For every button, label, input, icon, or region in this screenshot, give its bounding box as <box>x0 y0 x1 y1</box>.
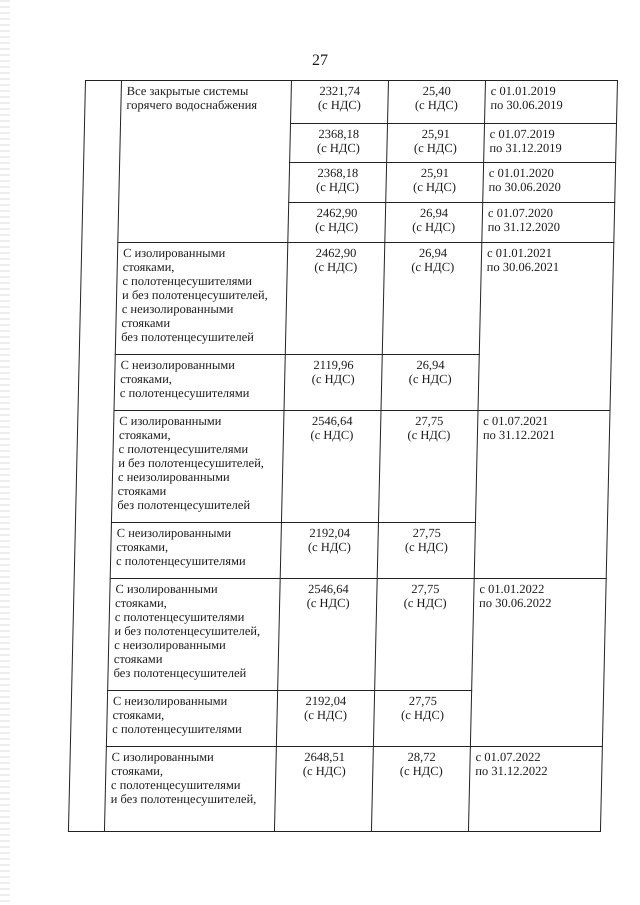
description-line: стояками <box>117 484 167 498</box>
price-cell <box>285 243 385 355</box>
table-row <box>72 579 607 691</box>
table-row <box>85 81 618 124</box>
description-line: без полотенцесушителей <box>117 498 251 512</box>
vat-label: (с НДС) <box>414 98 459 112</box>
description-line: без полотенцесушителей <box>121 330 255 344</box>
description-line: с полотенцесушителями <box>114 610 245 624</box>
vat-label: (с НДС) <box>412 220 456 234</box>
period-line: с 01.01.2019 <box>490 84 556 98</box>
vat-label: (с НДС) <box>306 596 350 610</box>
vat-label: (с НДС) <box>403 596 447 610</box>
description-line: стояками, <box>116 540 169 554</box>
rate-cell <box>375 579 475 691</box>
vat-label: (с НДС) <box>407 428 451 442</box>
rate-cell <box>373 691 471 747</box>
period-line: по 30.06.2022 <box>478 596 552 610</box>
description-line: Все закрытые системы <box>126 84 249 98</box>
price-value: 2368,18 <box>317 166 359 180</box>
period-line: с 01.01.2021 <box>486 246 553 260</box>
period-line: с 01.01.2020 <box>488 166 554 180</box>
price-value: 2321,74 <box>319 84 361 98</box>
rate-value: 26,94 <box>419 206 449 220</box>
description-line: стояками, <box>112 708 165 722</box>
description-line: С изолированными <box>115 582 218 596</box>
tariff-table-wrapper <box>85 80 617 831</box>
description-line: С изолированными <box>119 414 222 428</box>
period-line: по 31.12.2021 <box>482 428 556 442</box>
vat-label: (с НДС) <box>311 372 355 386</box>
tariff-table <box>68 80 618 832</box>
rate-cell <box>385 203 483 243</box>
vat-label: (с НДС) <box>303 708 348 722</box>
price-cell <box>274 747 373 832</box>
description-cell <box>104 747 276 832</box>
vat-label: (с НДС) <box>316 141 361 155</box>
description-line: с полотенцесушителями <box>115 554 246 568</box>
rate-cell <box>381 355 479 411</box>
rate-value: 25,40 <box>422 84 451 98</box>
vat-label: (с НДС) <box>400 708 445 722</box>
description-line: и без полотенцесушителей, <box>110 792 257 806</box>
description-line: с полотенцесушителями <box>110 778 241 792</box>
description-line: с полотенцесушителями <box>119 386 250 400</box>
description-cell <box>118 81 292 243</box>
period-line: по 31.12.2022 <box>475 764 548 778</box>
period-line: с 01.07.2022 <box>475 750 541 764</box>
price-value: 2546,64 <box>307 582 349 596</box>
description-cell <box>111 411 284 523</box>
table-row <box>75 411 610 523</box>
price-cell <box>290 124 388 163</box>
rate-value: 25,91 <box>421 127 450 141</box>
rate-value: 27,75 <box>412 526 441 540</box>
description-line: с неизолированными <box>117 470 230 484</box>
vat-label: (с НДС) <box>408 372 452 386</box>
period-cell <box>474 411 610 579</box>
period-line: по 30.06.2021 <box>486 260 560 274</box>
price-cell <box>281 411 381 523</box>
period-line: по 31.12.2020 <box>487 220 561 234</box>
description-line: без полотенцесушителей <box>113 666 247 680</box>
description-line: с полотенцесушителями <box>122 274 253 288</box>
period-line: по 30.06.2020 <box>488 180 562 194</box>
vat-label: (с НДС) <box>302 764 346 778</box>
vat-label: (с НДС) <box>307 540 351 554</box>
rate-cell <box>378 411 478 523</box>
description-cell <box>106 691 277 747</box>
price-cell <box>284 355 382 411</box>
period-cell <box>483 163 616 203</box>
rate-cell <box>388 81 486 124</box>
vat-label: (с НДС) <box>399 764 443 778</box>
price-value: 2192,04 <box>309 526 351 540</box>
period-cell <box>468 747 602 832</box>
description-line: стояками <box>113 652 163 666</box>
description-line: горячего водоснабжения <box>126 98 258 112</box>
period-cell <box>485 81 618 124</box>
price-value: 2648,51 <box>304 750 346 764</box>
price-value: 2462,90 <box>315 246 357 260</box>
rate-value: 26,94 <box>418 246 448 260</box>
description-line: стояками, <box>118 428 171 442</box>
price-cell <box>280 523 378 579</box>
rate-cell <box>387 124 485 163</box>
vat-label: (с НДС) <box>413 141 458 155</box>
vat-label: (с НДС) <box>411 260 455 274</box>
description-line: С неизолированными <box>112 694 228 708</box>
rate-value: 27,75 <box>408 694 438 708</box>
scan-edge <box>0 0 10 905</box>
rate-cell <box>382 243 482 355</box>
table-row <box>68 747 602 832</box>
price-value: 2546,64 <box>311 414 353 428</box>
vat-label: (с НДС) <box>404 540 448 554</box>
page-number: 27 <box>312 52 328 69</box>
description-line: стояками, <box>114 596 168 610</box>
description-line: с неизолированными <box>121 302 234 316</box>
rate-value: 27,75 <box>415 414 444 428</box>
rate-cell <box>386 163 484 203</box>
price-cell <box>276 691 374 747</box>
period-cell <box>470 579 606 747</box>
vat-label: (с НДС) <box>314 260 358 274</box>
description-line: стояками, <box>120 372 173 386</box>
description-line: стояками <box>121 316 171 330</box>
description-cell <box>115 243 288 355</box>
table-row <box>79 243 614 355</box>
price-cell <box>291 81 389 124</box>
rate-value: 25,91 <box>420 166 450 180</box>
period-line: с 01.07.2020 <box>487 206 554 220</box>
period-cell <box>478 243 614 411</box>
price-value: 2462,90 <box>316 206 358 220</box>
price-cell <box>288 203 386 243</box>
description-line: С неизолированными <box>120 358 236 372</box>
price-cell <box>289 163 387 203</box>
description-line: С изолированными <box>111 750 214 764</box>
rate-value: 28,72 <box>407 750 436 764</box>
description-cell <box>110 523 281 579</box>
vat-label: (с НДС) <box>315 180 360 194</box>
vat-label: (с НДС) <box>412 180 457 194</box>
period-line: с 01.01.2022 <box>479 582 545 596</box>
rate-value: 26,94 <box>416 358 445 372</box>
description-cell <box>114 355 285 411</box>
vat-label: (с НДС) <box>310 428 354 442</box>
description-line: с полотенцесушителями <box>112 722 243 736</box>
description-line: С изолированными <box>122 246 226 260</box>
period-line: по 31.12.2019 <box>489 141 562 155</box>
description-line: стояками, <box>111 764 164 778</box>
description-line: с полотенцесушителями <box>118 442 249 456</box>
description-line: стояками, <box>122 260 175 274</box>
price-value: 2119,96 <box>313 358 354 372</box>
period-cell <box>482 203 615 243</box>
period-line: по 30.06.2019 <box>490 98 563 112</box>
price-value: 2192,04 <box>305 694 347 708</box>
rate-value: 27,75 <box>411 582 440 596</box>
description-line: С неизолированными <box>116 526 232 540</box>
period-line: с 01.07.2021 <box>483 414 549 428</box>
description-line: и без полотенцесушителей, <box>121 288 268 302</box>
description-line: и без полотенцесушителей, <box>118 456 265 470</box>
rate-cell <box>377 523 475 579</box>
price-cell <box>278 579 378 691</box>
description-line: и без полотенцесушителей, <box>114 624 261 638</box>
rate-cell <box>371 747 470 832</box>
price-value: 2368,18 <box>318 127 360 141</box>
period-cell <box>484 124 617 163</box>
vat-label: (с НДС) <box>315 220 359 234</box>
description-line: с неизолированными <box>114 638 226 652</box>
vat-label: (с НДС) <box>317 98 362 112</box>
description-cell <box>108 579 281 691</box>
period-line: с 01.07.2019 <box>489 127 555 141</box>
